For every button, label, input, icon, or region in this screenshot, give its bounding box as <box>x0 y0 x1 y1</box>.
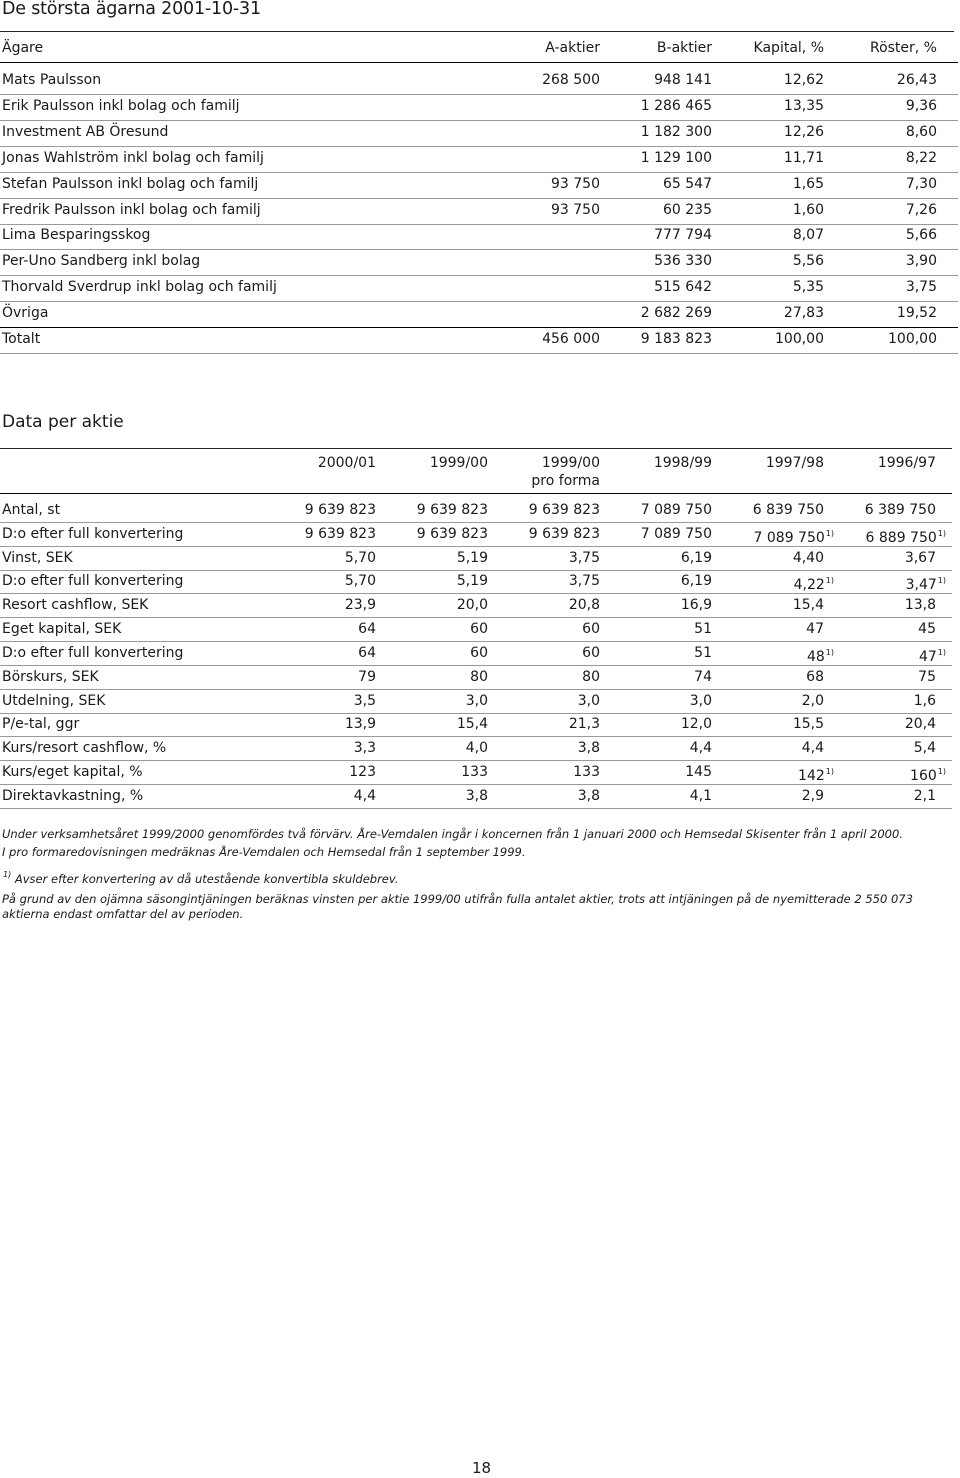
metric-value <box>914 739 936 757</box>
metric-value-text: 47 <box>918 648 937 665</box>
col-1999-00: 1999/00 <box>429 455 488 471</box>
metric-value-text: 64 <box>358 644 376 661</box>
metric-value-text: 123 <box>349 764 376 781</box>
metric-value-text: 3,0 <box>577 692 600 709</box>
metric-value-text: 3,8 <box>577 740 600 757</box>
footnote-text: Avser efter konvertering av då utestående konvertibla skuldebrev. <box>11 872 399 886</box>
owner-capital: 100,00 <box>775 331 824 347</box>
owner-name: Lima Besparingsskog <box>2 227 151 244</box>
metric-value-text: 21,3 <box>568 716 600 733</box>
page-number: 18 <box>472 1459 492 1477</box>
owner-capital: 12,26 <box>783 123 824 140</box>
metric-value <box>802 739 824 757</box>
metric-value <box>354 739 376 757</box>
metric-value-text: 6 889 750 <box>865 529 937 546</box>
owner-b-shares: 515 642 <box>654 279 712 296</box>
metric-value <box>806 668 824 686</box>
metric-value-text: 68 <box>806 668 824 685</box>
owner-name: Övriga <box>2 305 49 322</box>
metric-value <box>918 668 936 686</box>
owner-name: Jonas Wahlström inkl bolag och familj <box>2 149 264 166</box>
owners-row-rule <box>0 146 958 147</box>
metric-value-text: 51 <box>694 621 712 638</box>
owner-capital: 12,62 <box>783 72 824 88</box>
metric-value <box>910 763 946 785</box>
metric-value-text: 48 <box>806 648 825 665</box>
metric-label: Direktavkastning, % <box>2 787 144 804</box>
metric-value <box>807 644 834 666</box>
metric-value <box>690 739 712 757</box>
metric-value <box>919 644 946 666</box>
metric-value-text: 3,75 <box>568 549 600 566</box>
metric-value <box>417 501 488 519</box>
metric-value-text: 9 639 823 <box>528 525 600 542</box>
metric-value-text: 2,9 <box>801 787 824 804</box>
owners-row-rule <box>0 249 958 250</box>
metric-label: D:o efter full konvertering <box>2 573 184 590</box>
owner-b-shares: 65 547 <box>663 175 712 192</box>
owner-votes: 9,36 <box>905 97 937 114</box>
owner-capital: 27,83 <box>783 305 824 322</box>
owner-b-shares: 1 182 300 <box>640 123 712 140</box>
metric-value-text: 80 <box>470 668 488 685</box>
metric-value-text: 9 639 823 <box>304 502 376 518</box>
metric-value-text: 79 <box>358 668 376 685</box>
footnote-ref: 1) <box>937 767 946 777</box>
col-1997-98: 1997/98 <box>765 455 824 471</box>
per-share-row-rule <box>0 713 952 714</box>
metric-value <box>305 501 376 519</box>
owner-name: Fredrik Paulsson inkl bolag och familj <box>2 201 261 218</box>
metric-label: Kurs/eget kapital, % <box>2 764 143 781</box>
metric-value <box>681 572 712 590</box>
metric-value <box>905 715 936 733</box>
metric-value <box>569 549 600 567</box>
per-share-row-rule <box>0 522 952 523</box>
owner-capital: 11,71 <box>783 149 824 166</box>
owner-votes: 26,43 <box>896 72 937 88</box>
per-share-row-rule <box>0 641 952 642</box>
owner-b-shares: 9 183 823 <box>640 331 712 347</box>
metric-value <box>345 715 376 733</box>
metric-value <box>866 525 946 547</box>
metric-value-text: 23,9 <box>344 597 376 614</box>
metric-label: Kurs/resort cashflow, % <box>2 740 167 757</box>
metric-value <box>690 787 712 805</box>
metric-value <box>914 787 936 805</box>
metric-value <box>573 763 600 781</box>
owner-votes: 8,60 <box>905 123 937 140</box>
metric-label: D:o efter full konvertering <box>2 525 184 542</box>
owner-name: Per-Uno Sandberg inkl bolag <box>2 253 201 270</box>
metric-value-text: 3,8 <box>577 787 600 804</box>
owner-name: Totalt <box>2 331 41 347</box>
metric-value <box>345 572 376 590</box>
metric-label: P/e-tal, ggr <box>2 716 80 733</box>
metric-value-text: 3,67 <box>904 549 936 566</box>
metric-value-text: 3,3 <box>353 740 376 757</box>
owner-capital: 1,65 <box>792 175 824 192</box>
metric-value-text: 60 <box>470 644 488 661</box>
owner-b-shares: 536 330 <box>654 253 712 270</box>
metric-value-text: 7 089 750 <box>640 502 712 518</box>
owner-capital: 5,35 <box>792 279 824 296</box>
per-share-title-rule <box>0 448 952 449</box>
metric-value-text: 13,8 <box>904 597 936 614</box>
metric-value <box>358 644 376 662</box>
per-share-header-rule <box>0 493 952 494</box>
metric-value <box>753 501 824 519</box>
owner-a-shares: 268 500 <box>542 72 600 88</box>
metric-value-text: 5,19 <box>456 573 488 590</box>
metric-value-text: 3,8 <box>465 787 488 804</box>
metric-value <box>806 620 824 638</box>
metric-value <box>754 525 834 547</box>
metric-value-text: 5,70 <box>344 573 376 590</box>
per-share-title: Data per aktie <box>2 412 124 432</box>
owner-name: Stefan Paulsson inkl bolag och familj <box>2 175 259 192</box>
col-1996-97: 1996/97 <box>877 455 936 471</box>
metric-value-text: 145 <box>685 764 712 781</box>
metric-value-text: 9 639 823 <box>416 525 488 542</box>
metric-value <box>865 501 936 519</box>
metric-value <box>905 549 936 567</box>
metric-value-text: 9 639 823 <box>528 502 600 518</box>
metric-value <box>641 525 712 543</box>
owners-row-rule <box>0 94 958 95</box>
metric-value <box>354 787 376 805</box>
per-share-row-rule <box>0 689 952 690</box>
metric-value <box>914 692 936 710</box>
metric-value-text: 6,19 <box>680 549 712 566</box>
metric-value <box>905 596 936 614</box>
metric-value-text: 3,0 <box>465 692 488 709</box>
metric-label: Eget kapital, SEK <box>2 621 122 638</box>
metric-value <box>578 692 600 710</box>
owners-row-rule <box>0 275 958 276</box>
metric-value-text: 9 639 823 <box>416 502 488 518</box>
metric-value <box>470 644 488 662</box>
metric-value-text: 74 <box>694 668 712 685</box>
metric-value <box>681 596 712 614</box>
metric-value <box>569 572 600 590</box>
metric-value-text: 15,4 <box>792 597 824 614</box>
metric-value <box>466 787 488 805</box>
footnote-ref: 1) <box>825 528 834 538</box>
metric-value-text: 5,19 <box>456 549 488 566</box>
footnote-ref: 1) <box>937 647 946 657</box>
col-1998-99: 1998/99 <box>653 455 712 471</box>
metric-value-text: 9 639 823 <box>304 525 376 542</box>
owner-capital: 5,56 <box>792 253 824 270</box>
metric-value <box>582 644 600 662</box>
col-2000-01: 2000/01 <box>317 455 376 471</box>
metric-value-text: 47 <box>806 621 824 638</box>
metric-label: D:o efter full konvertering <box>2 644 184 661</box>
owner-capital: 8,07 <box>792 227 824 244</box>
metric-value-text: 3,5 <box>353 692 376 709</box>
footnote-ref: 1) <box>825 647 834 657</box>
metric-value-text: 7 089 750 <box>640 525 712 542</box>
per-share-row-rule <box>0 736 952 737</box>
metric-value <box>681 549 712 567</box>
metric-value-text: 4,0 <box>465 740 488 757</box>
metric-value <box>685 763 712 781</box>
metric-value <box>569 715 600 733</box>
owner-name: Investment AB Öresund <box>2 123 169 140</box>
footnote-ref: 1) <box>825 576 834 586</box>
metric-value <box>457 572 488 590</box>
metric-value-text: 160 <box>910 768 937 785</box>
metric-value-text: 5,4 <box>913 740 936 757</box>
metric-value <box>457 549 488 567</box>
metric-value-text: 20,0 <box>456 597 488 614</box>
owner-b-shares: 1 129 100 <box>640 149 712 166</box>
metric-value-text: 4,1 <box>689 787 712 804</box>
metric-value-text: 45 <box>918 621 936 638</box>
owners-row-rule <box>0 301 958 302</box>
owner-votes: 7,26 <box>905 201 937 218</box>
metric-value <box>305 525 376 543</box>
owner-name: Erik Paulsson inkl bolag och familj <box>2 97 240 114</box>
metric-value <box>793 596 824 614</box>
footnote-ref: 1) <box>937 576 946 586</box>
metric-value-text: 4,4 <box>801 740 824 757</box>
metric-value-text: 15,5 <box>792 716 824 733</box>
metric-value <box>457 715 488 733</box>
metric-value-text: 4,40 <box>792 549 824 566</box>
metric-value <box>349 763 376 781</box>
owner-capital: 13,35 <box>783 97 824 114</box>
metric-value-text: 3,0 <box>689 692 712 709</box>
metric-value-text: 20,4 <box>904 716 936 733</box>
metric-value <box>694 668 712 686</box>
owner-votes: 100,00 <box>888 331 937 347</box>
owner-votes: 3,90 <box>905 253 937 270</box>
metric-value-text: 5,70 <box>344 549 376 566</box>
owners-row-rule <box>0 327 958 328</box>
metric-value-text: 4,4 <box>353 787 376 804</box>
metric-value-text: 133 <box>461 764 488 781</box>
per-share-header-row <box>0 454 952 494</box>
metric-label: Börskurs, SEK <box>2 668 99 685</box>
owner-b-shares: 948 141 <box>654 72 712 88</box>
per-share-row-rule <box>0 760 952 761</box>
note-footnote <box>2 867 398 887</box>
owner-b-shares: 60 235 <box>663 201 712 218</box>
metric-value-text: 80 <box>582 668 600 685</box>
metric-label: Resort cashflow, SEK <box>2 597 149 614</box>
metric-value <box>798 763 834 785</box>
owner-votes: 8,22 <box>905 149 937 166</box>
metric-value-text: 6 389 750 <box>864 502 936 518</box>
metric-value <box>794 572 834 594</box>
per-share-row-rule <box>0 808 952 809</box>
metric-value-text: 142 <box>798 768 825 785</box>
metric-value <box>918 620 936 638</box>
header-votes: Röster, % <box>869 40 937 56</box>
metric-value <box>793 549 824 567</box>
metric-value <box>793 715 824 733</box>
metric-value-text: 60 <box>582 621 600 638</box>
metric-value-text: 133 <box>573 764 600 781</box>
metric-value <box>457 596 488 614</box>
per-share-row-rule <box>0 570 952 571</box>
owners-header-rule <box>0 62 958 63</box>
owner-votes: 19,52 <box>896 305 937 322</box>
owners-row-rule <box>0 198 958 199</box>
metric-value-text: 6,19 <box>680 573 712 590</box>
metric-value <box>694 644 712 662</box>
owner-votes: 3,75 <box>905 279 937 296</box>
owners-row-rule <box>0 224 958 225</box>
metric-value-text: 2,1 <box>913 787 936 804</box>
metric-value-text: 7 089 750 <box>753 529 825 546</box>
owner-b-shares: 2 682 269 <box>640 305 712 322</box>
per-share-row-rule <box>0 617 952 618</box>
metric-value-text: 60 <box>470 621 488 638</box>
owners-row-rule <box>0 353 958 354</box>
owner-capital: 1,60 <box>792 201 824 218</box>
per-share-row-rule <box>0 784 952 785</box>
metric-value-text: 4,22 <box>793 577 825 594</box>
metric-value <box>470 620 488 638</box>
metric-value-text: 16,9 <box>680 597 712 614</box>
metric-value <box>529 501 600 519</box>
per-share-row-rule <box>0 546 952 547</box>
metric-value-text: 4,4 <box>689 740 712 757</box>
metric-value <box>345 549 376 567</box>
note-pro-forma: I pro formaredovisningen medräknas Åre-Vemdalen och Hemsedal från 1 september 1999. <box>2 845 526 859</box>
title-rule <box>0 31 954 32</box>
metric-value-text: 2,0 <box>801 692 824 709</box>
metric-value <box>354 692 376 710</box>
metric-value-text: 12,0 <box>680 716 712 733</box>
metric-value <box>569 596 600 614</box>
metric-value <box>641 501 712 519</box>
header-owner: Ägare <box>2 40 44 56</box>
owners-title: De största ägarna 2001-10-31 <box>2 0 261 19</box>
col-1999-00-pro-forma: 1999/00 <box>541 455 600 471</box>
metric-value-text: 6 839 750 <box>752 502 824 518</box>
metric-value <box>358 668 376 686</box>
header-b-shares: B-aktier <box>656 40 712 56</box>
metric-value <box>417 525 488 543</box>
metric-label: Vinst, SEK <box>2 549 73 566</box>
metric-value-text: 3,47 <box>905 577 937 594</box>
metric-value <box>681 715 712 733</box>
metric-value <box>582 620 600 638</box>
header-capital: Kapital, % <box>753 40 824 56</box>
metric-value <box>466 739 488 757</box>
owner-votes: 5,66 <box>905 227 937 244</box>
metric-value-text: 20,8 <box>568 597 600 614</box>
metric-value <box>529 525 600 543</box>
metric-value <box>466 692 488 710</box>
owner-name: Thorvald Sverdrup inkl bolag och familj <box>2 279 277 296</box>
note-earnings: På grund av den ojämna säsongintjäningen beräknas vinsten per aktie 1999/00 utifrån fulla antalet aktier, trots att intjäningen på de nyemitterade 2 550 073 aktierna endast omfattar del av perioden. <box>2 892 913 921</box>
metric-value <box>461 763 488 781</box>
col-pro-forma-sub: pro forma <box>531 473 600 489</box>
metric-value-text: 75 <box>918 668 936 685</box>
metric-label: Antal, st <box>2 502 61 518</box>
metric-value-text: 60 <box>582 644 600 661</box>
metric-label: Utdelning, SEK <box>2 692 106 709</box>
metric-value <box>470 668 488 686</box>
owner-b-shares: 777 794 <box>654 227 712 244</box>
metric-value-text: 51 <box>694 644 712 661</box>
owner-votes: 7,30 <box>905 175 937 192</box>
metric-value-text: 13,9 <box>344 716 376 733</box>
metric-value-text: 64 <box>358 621 376 638</box>
metric-value <box>578 739 600 757</box>
owner-a-shares: 93 750 <box>551 201 600 218</box>
metric-value <box>358 620 376 638</box>
owner-a-shares: 456 000 <box>542 331 600 347</box>
metric-value-text: 15,4 <box>456 716 488 733</box>
owners-row-rule <box>0 172 958 173</box>
metric-value <box>690 692 712 710</box>
header-a-shares: A-aktier <box>545 40 600 56</box>
footnote-ref: 1) <box>937 528 946 538</box>
per-share-row-rule <box>0 593 952 594</box>
footnote-mark: 1) <box>3 870 12 879</box>
owner-a-shares: 93 750 <box>551 175 600 192</box>
note-acquisitions: Under verksamhetsåret 1999/2000 genomfördes två förvärv. Åre-Vemdalen ingår i koncernen från 1 januari 2000 och Hemsedal Skisenter från 1 april 2000. <box>2 827 903 841</box>
metric-value <box>582 668 600 686</box>
owner-b-shares: 1 286 465 <box>640 97 712 114</box>
owners-row-rule <box>0 120 958 121</box>
metric-value-text: 3,75 <box>568 573 600 590</box>
metric-value <box>694 620 712 638</box>
metric-value <box>802 787 824 805</box>
metric-value <box>802 692 824 710</box>
per-share-row-rule <box>0 665 952 666</box>
metric-value <box>906 572 946 594</box>
owner-name: Mats Paulsson <box>2 72 102 88</box>
metric-value <box>345 596 376 614</box>
metric-value-text: 1,6 <box>913 692 936 709</box>
footnote-ref: 1) <box>825 767 834 777</box>
metric-value <box>578 787 600 805</box>
